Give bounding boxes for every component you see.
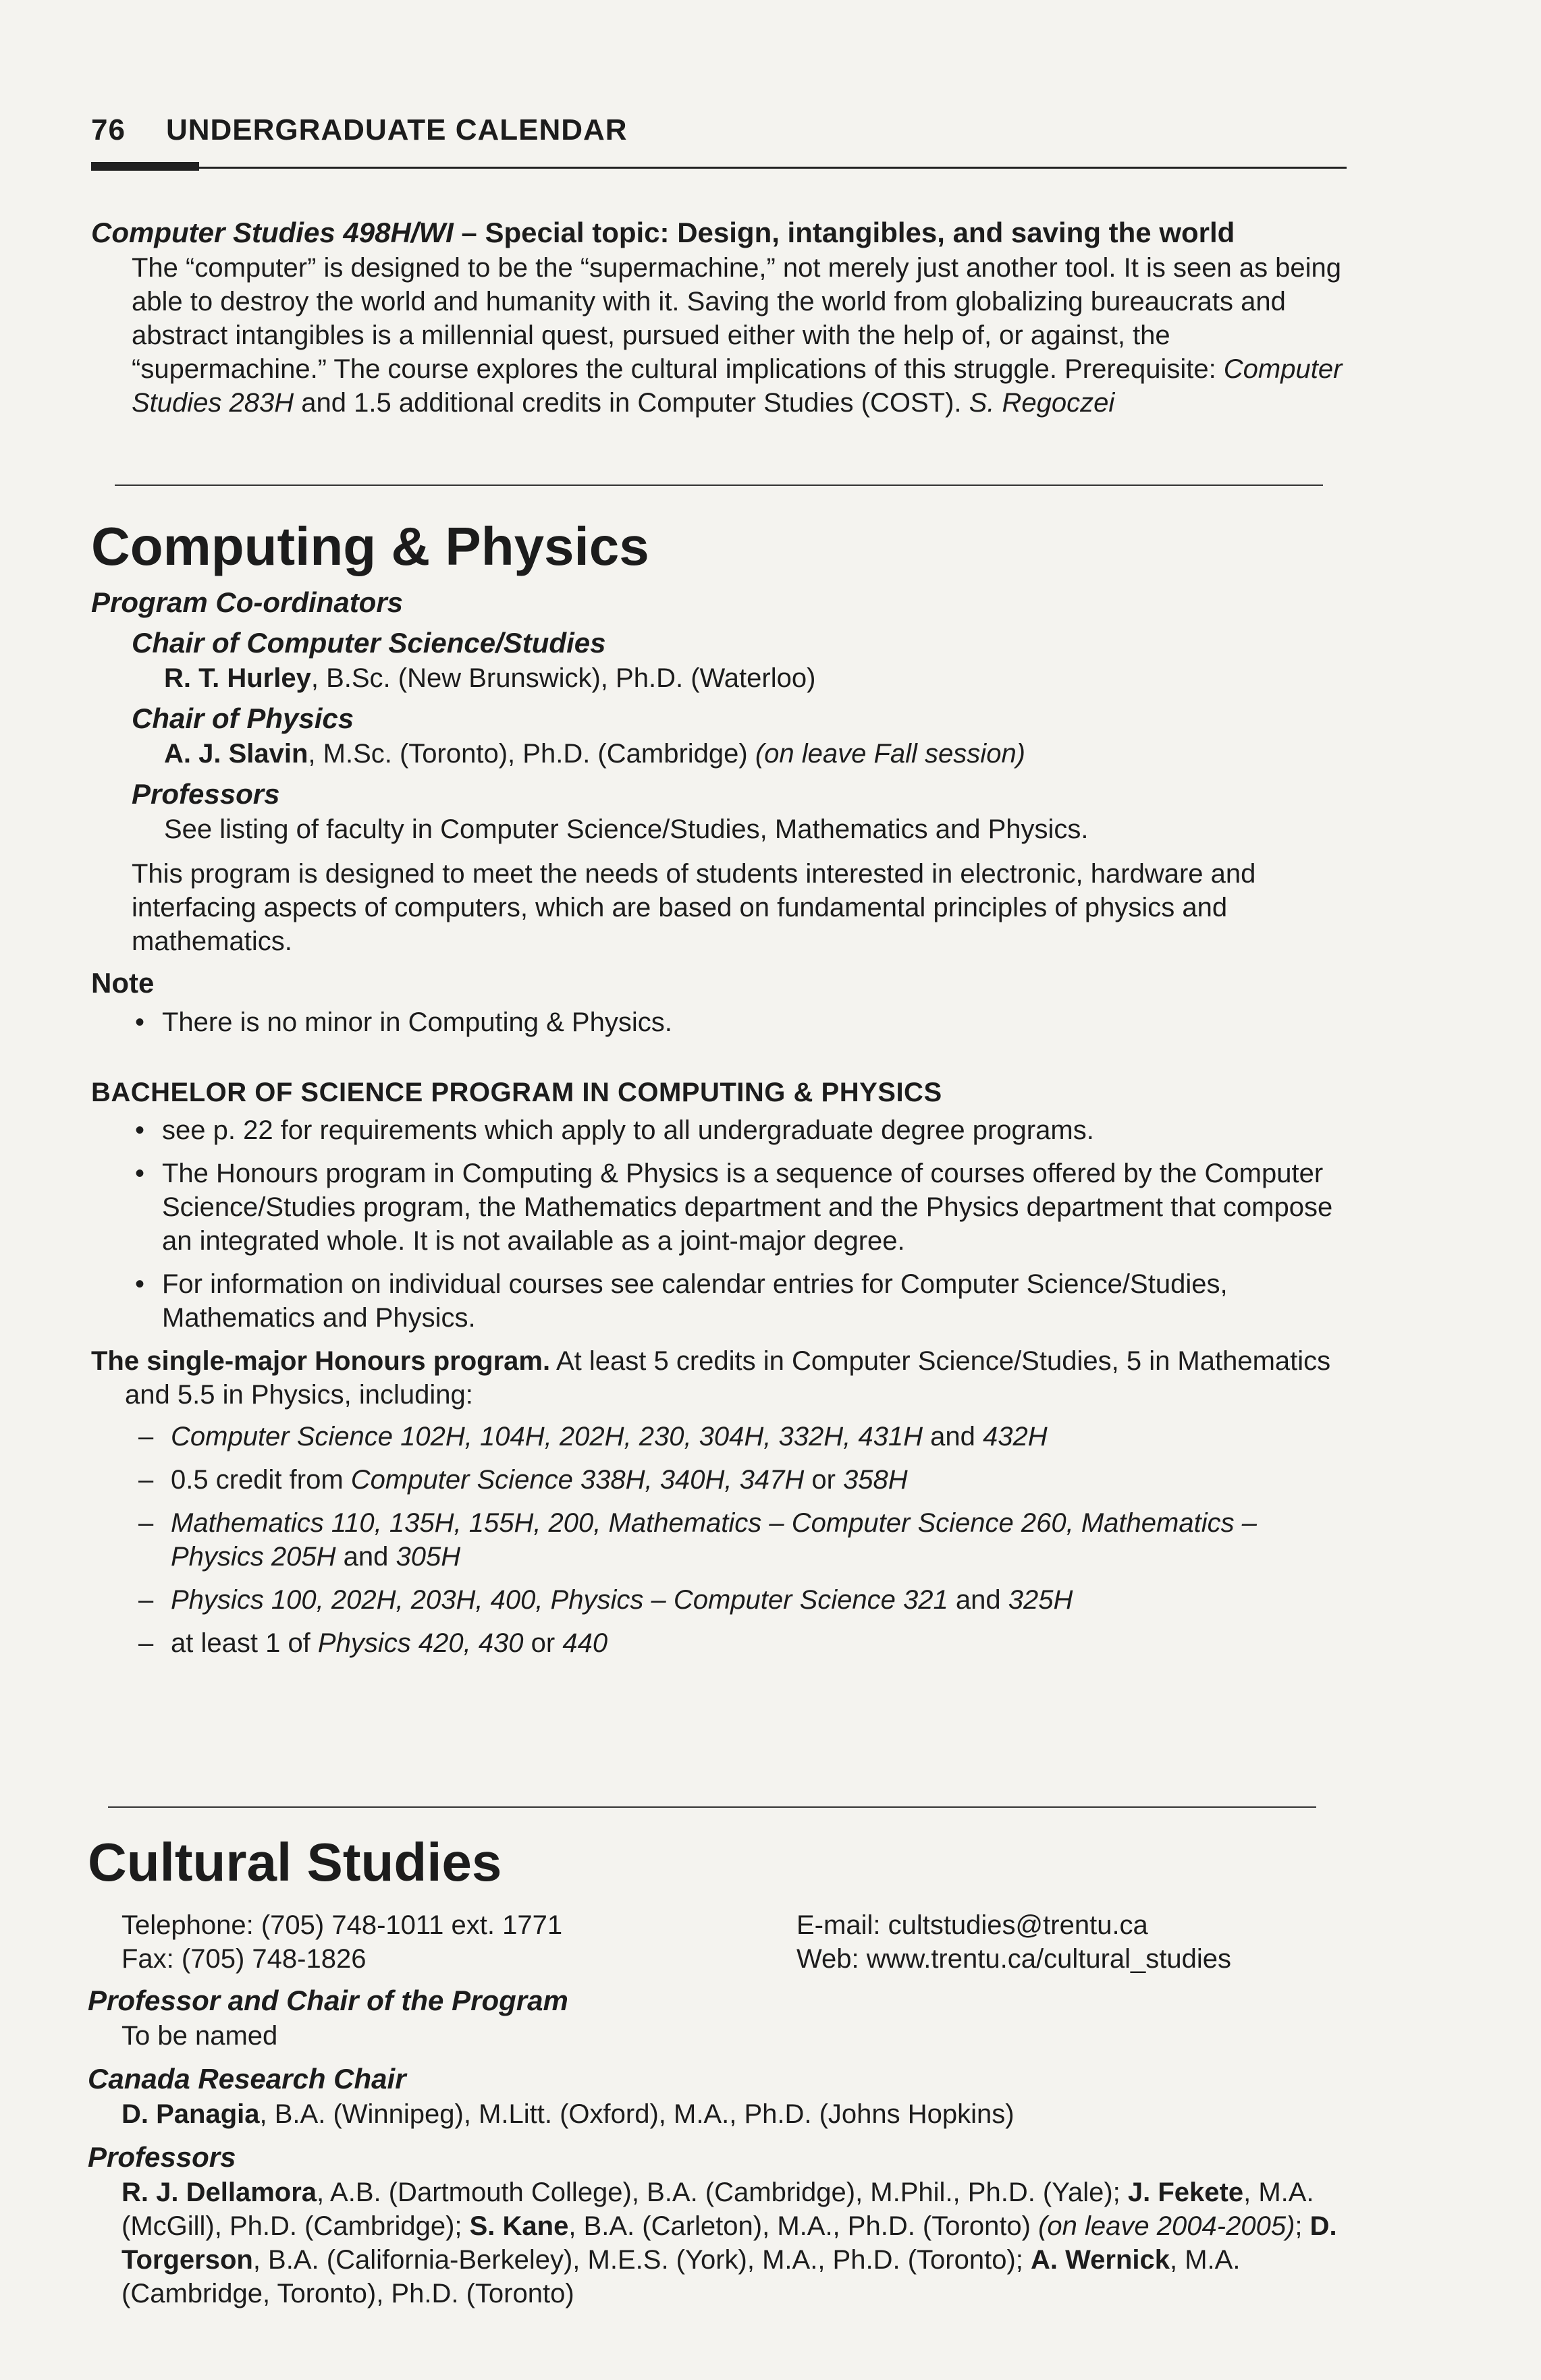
honours-lead: The single-major Honours program.: [91, 1346, 551, 1376]
req-conjunction: and: [923, 1422, 983, 1451]
req-conjunction: or: [523, 1628, 563, 1658]
dash-mark: –: [138, 1465, 154, 1495]
fax: Fax: (705) 748-1826: [121, 1944, 367, 1974]
bsc-heading: BACHELOR OF SCIENCE PROGRAM IN COMPUTING & PHYSICS: [91, 1078, 942, 1107]
requirement-item: [91, 1506, 1347, 1574]
chair-cs-entry: [91, 661, 1347, 695]
req-course-list: Computer Science 102H, 104H, 202H, 230, 304H, 332H, 431H: [171, 1422, 923, 1451]
course-498-heading: [91, 215, 1347, 251]
course-498-prereq-rest: and 1.5 additional credits in Computer Studies (COST).: [294, 388, 969, 418]
crc-name: D. Panagia: [121, 2099, 260, 2129]
req-course-last: 432H: [982, 1422, 1048, 1451]
chair-physics-creds: , M.Sc. (Toronto), Ph.D. (Cambridge): [308, 739, 755, 769]
professor-name: A. Wernick: [1031, 2245, 1170, 2275]
req-course-last: 305H: [396, 1542, 461, 1572]
course-498-description: [91, 251, 1347, 420]
cs-professors-heading: Professors: [88, 2141, 236, 2173]
professor-creds: , M.A. (Cambridge, Toronto), Ph.D. (Toronto): [121, 2245, 1241, 2308]
req-course-last: 358H: [843, 1465, 908, 1495]
dash-mark: –: [138, 1422, 154, 1451]
req-course-list: Physics 420, 430: [317, 1628, 524, 1658]
req-course-list: Physics 100, 202H, 203H, 400, Physics – Computer Science 321: [171, 1585, 948, 1615]
web[interactable]: Web: www.trentu.ca/cultural_studies: [796, 1944, 1232, 1974]
course-498-entry: [91, 215, 1347, 420]
contact-phone-fax: [88, 1908, 796, 1976]
requirement-item: [91, 1583, 1347, 1617]
honours-rest: At least 5 credits in Computer Science/Studies, 5 in Mathematics and 5.5 in Physics, including:: [125, 1346, 1331, 1410]
course-498-desc-text: The “computer” is designed to be the “supermachine,” not merely just another tool. It is seen as being able to destroy the world and humanity with it. Saving the world from globalizing bureaucrats and abstract intangibles is a millennial quest, pursued either with the help of, or against, the “supermachine.” The course explores the cultural implications of this struggle. Prerequisite:: [132, 253, 1342, 384]
course-498-title: – Special topic: Design, intangibles, and saving the world: [453, 217, 1235, 248]
note-bullet: • There is no minor in Computing & Physics.: [91, 1005, 1347, 1039]
requirement-item: [91, 1463, 1347, 1497]
req-conjunction: or: [804, 1465, 844, 1495]
req-course-list: Mathematics 110, 135H, 155H, 200, Mathematics – Computer Science 260, Mathematics – Physics 205H: [171, 1508, 1257, 1572]
professor-creds: , B.A. (California-Berkeley), M.E.S. (York), M.A., Ph.D. (Toronto);: [252, 2245, 1031, 2275]
course-498-prereq-course: Computer Studies 283H: [132, 354, 1343, 418]
section-divider-1: [115, 485, 1323, 486]
honours-program-text: [91, 1344, 1347, 1412]
running-header: [91, 113, 1347, 147]
bsc-bullet: • The Honours program in Computing & Physics is a sequence of courses offered by the Computer Science/Studies program, the Mathematics department and the Physics department that compose an integrated whole. It is not available as a joint-major degree.: [91, 1157, 1347, 1258]
cultural-studies-section: [88, 1830, 1343, 2310]
req-conjunction: and: [948, 1585, 1008, 1615]
req-course-last: 440: [562, 1628, 608, 1658]
chair-cs-heading: Chair of Computer Science/Studies: [132, 627, 606, 659]
chair-physics-heading: Chair of Physics: [132, 702, 354, 734]
cultural-studies-title: Cultural Studies: [88, 1832, 502, 1892]
professor-creds: , B.A. (Carleton), M.A., Ph.D. (Toronto): [568, 2211, 1039, 2241]
cs-chair-heading: Professor and Chair of the Program: [88, 1985, 568, 2016]
chair-cs-name: R. T. Hurley: [164, 663, 311, 693]
chair-physics-name: A. J. Slavin: [164, 739, 308, 769]
requirement-item: [91, 1626, 1347, 1660]
crc-entry: [88, 2097, 1343, 2131]
crc-heading: Canada Research Chair: [88, 2063, 406, 2095]
cp-professors-text: See listing of faculty in Computer Science/Studies, Mathematics and Physics.: [164, 814, 1089, 844]
email[interactable]: E-mail: cultstudies@trentu.ca: [796, 1910, 1148, 1940]
professor-name: R. J. Dellamora: [121, 2178, 317, 2207]
req-course-last: 325H: [1008, 1585, 1073, 1615]
requirement-item: [91, 1420, 1347, 1454]
header-rule: [91, 167, 1347, 169]
coordinators-heading: Program Co-ordinators: [91, 586, 404, 618]
dash-mark: –: [138, 1585, 154, 1615]
section-divider-2: [108, 1806, 1316, 1808]
professor-creds: , M.A. (McGill), Ph.D. (Cambridge);: [121, 2178, 1314, 2241]
cp-intro: This program is designed to meet the needs of students interested in electronic, hardware and interfacing aspects of computers, which are based on fundamental principles of physics and mathematics.: [132, 859, 1256, 956]
req-prefix: 0.5 credit from: [171, 1465, 351, 1495]
contact-email-web: [796, 1908, 1336, 1976]
dash-mark: –: [138, 1508, 154, 1538]
separator: ;: [1295, 2211, 1310, 2241]
chair-cs-creds: , B.Sc. (New Brunswick), Ph.D. (Waterloo): [310, 663, 816, 693]
req-prefix: at least 1 of: [171, 1628, 318, 1658]
running-title: UNDERGRADUATE CALENDAR: [165, 113, 628, 146]
bsc-bullet: • For information on individual courses see calendar entries for Computer Science/Studies, Mathematics and Physics.: [91, 1267, 1347, 1335]
professor-name: J. Fekete: [1127, 2178, 1244, 2207]
chair-physics-leave: (on leave Fall session): [755, 739, 1026, 769]
cp-professors-heading: Professors: [132, 778, 280, 810]
professor-leave: (on leave 2004-2005): [1038, 2211, 1295, 2241]
req-conjunction: and: [335, 1542, 396, 1572]
professor-name: D. Torgerson: [121, 2211, 1337, 2275]
cs-professors-list: [88, 2176, 1343, 2310]
req-course-list: Computer Science 338H, 340H, 347H: [350, 1465, 805, 1495]
chair-physics-entry: [91, 737, 1347, 771]
professor-name: S. Kane: [469, 2211, 569, 2241]
bsc-bullet: • see p. 22 for requirements which apply to all undergraduate degree programs.: [91, 1113, 1347, 1147]
dash-mark: –: [138, 1628, 154, 1658]
course-498-code: Computer Studies 498H/WI: [91, 217, 454, 248]
contact-info: [88, 1908, 1343, 1976]
cs-chair-text: To be named: [121, 2021, 278, 2051]
crc-creds: , B.A. (Winnipeg), M.Litt. (Oxford), M.A., Ph.D. (Johns Hopkins): [259, 2099, 1015, 2129]
professor-creds: , A.B. (Dartmouth College), B.A. (Cambridge), M.Phil., Ph.D. (Yale);: [317, 2178, 1128, 2207]
page-number: 76: [91, 113, 126, 146]
computing-physics-title: Computing & Physics: [91, 516, 649, 576]
course-498-instructor: S. Regoczei: [969, 388, 1115, 418]
note-heading: Note: [91, 967, 155, 999]
telephone: Telephone: (705) 748-1011 ext. 1771: [121, 1910, 563, 1940]
computing-physics-section: [91, 514, 1347, 1660]
